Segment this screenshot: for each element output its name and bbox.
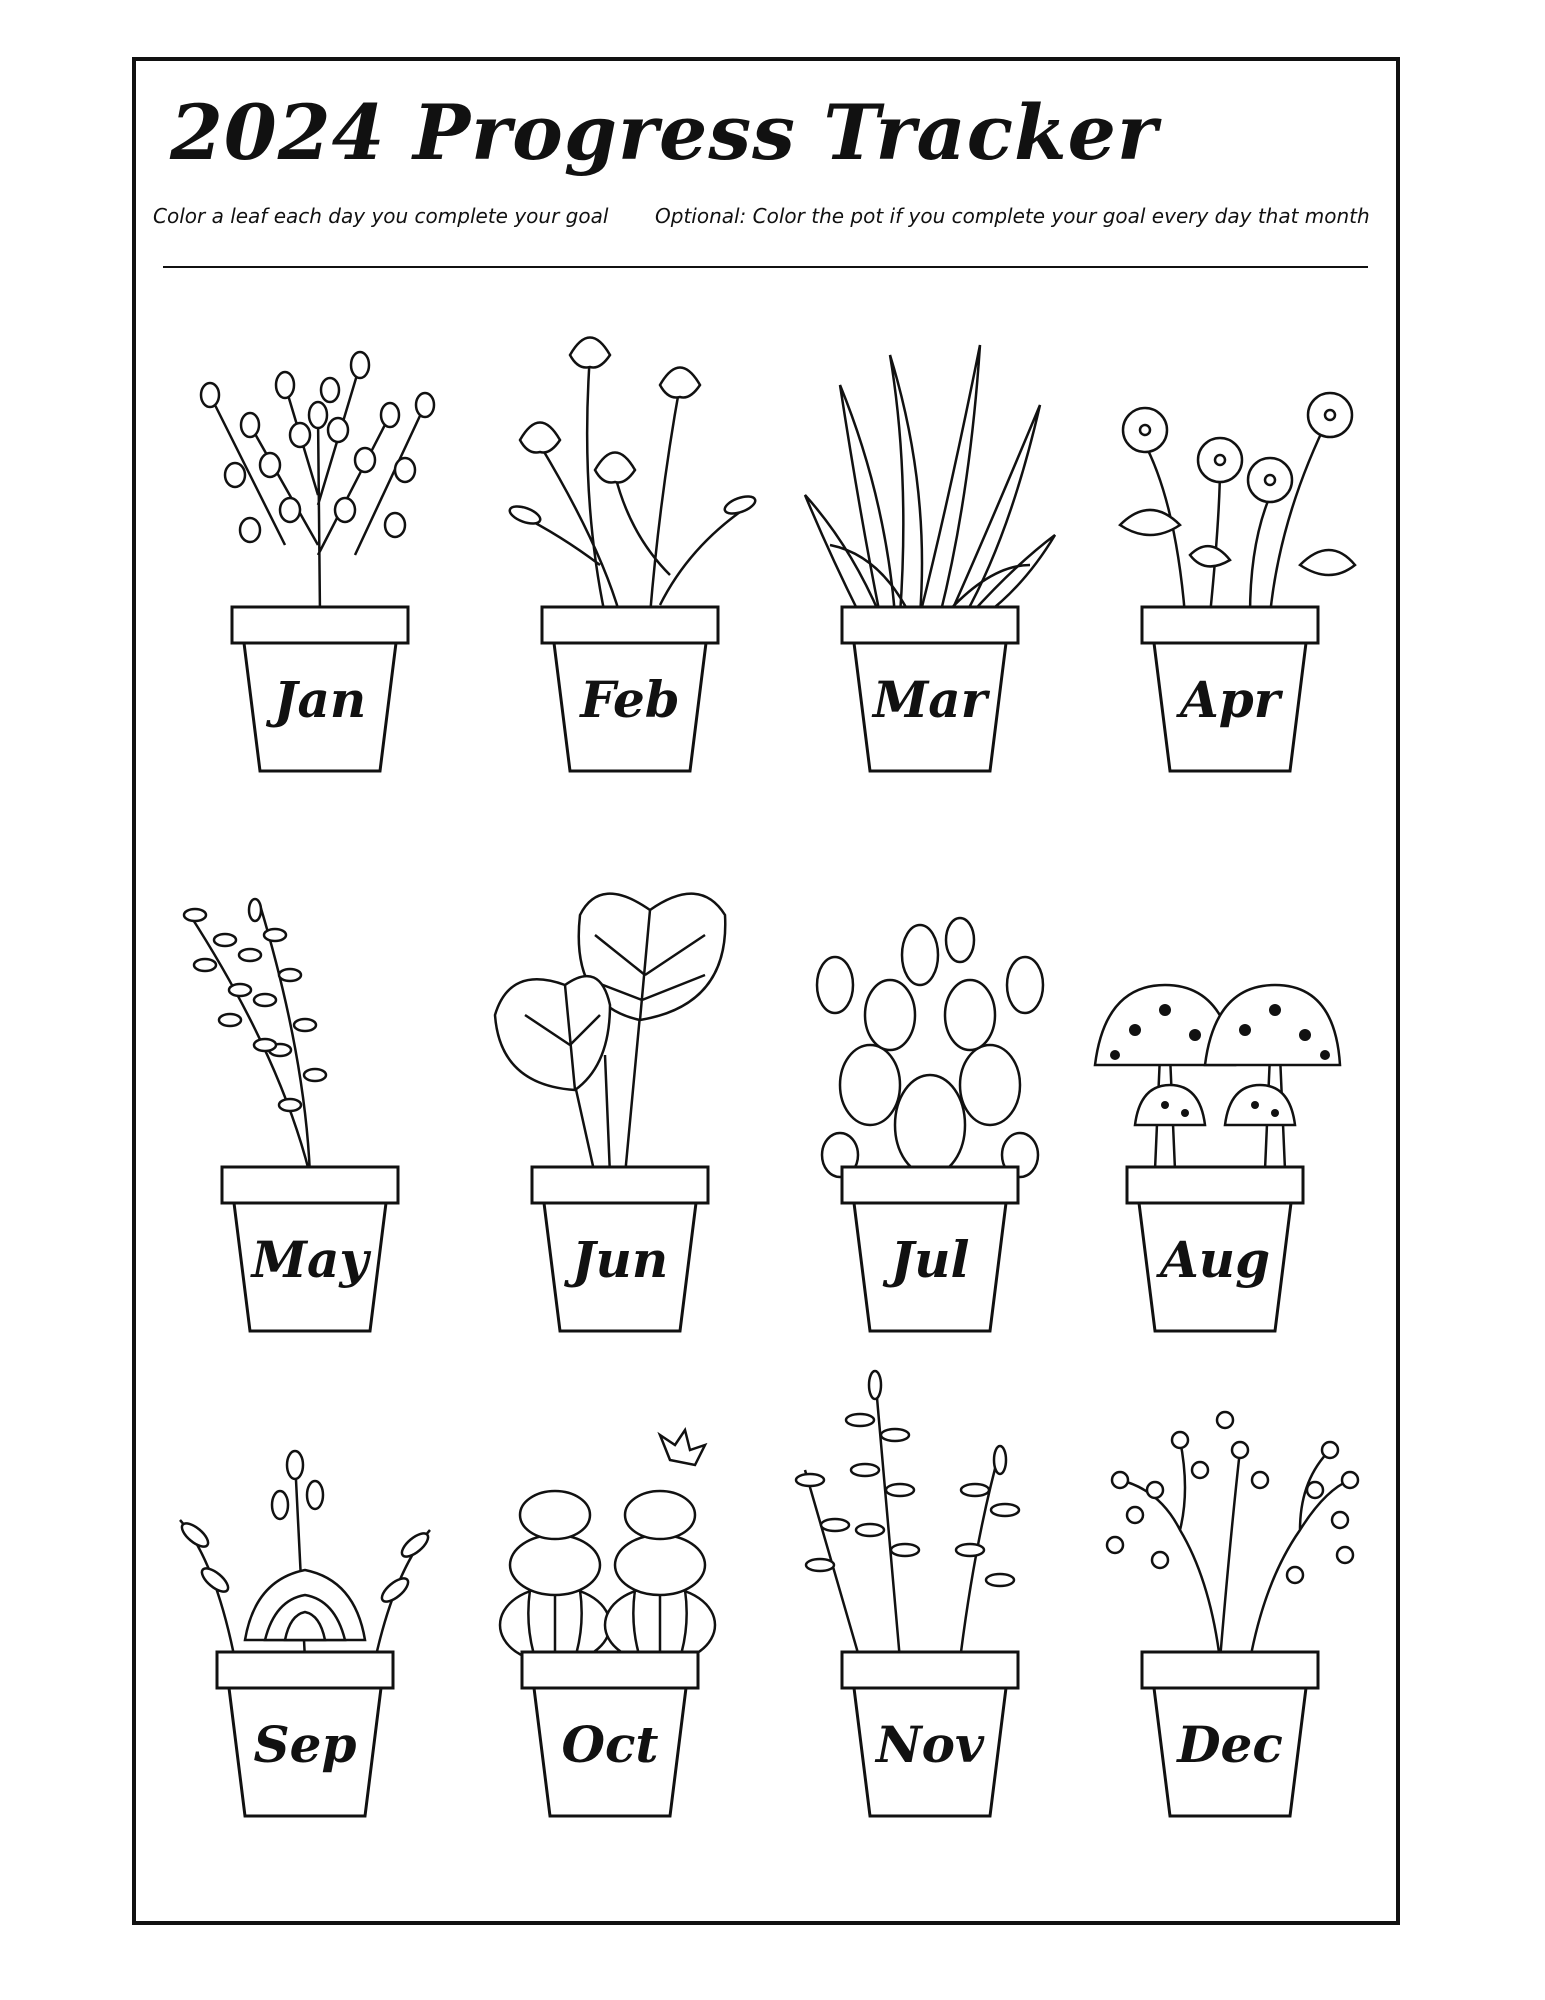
month-cell-may [180, 855, 440, 1335]
month-label: Nov [875, 1715, 985, 1774]
month-cell-aug [1085, 855, 1345, 1335]
month-cell-jun [490, 855, 750, 1335]
month-label: Dec [1177, 1715, 1283, 1774]
instruction-leaf: Color a leaf each day you complete your goal [153, 204, 609, 228]
month-label: Jun [571, 1230, 669, 1289]
month-cell-dec [1100, 1340, 1360, 1820]
month-cell-jul [800, 855, 1060, 1335]
month-label: Jul [890, 1230, 970, 1289]
aloe-plant-illustration [800, 295, 1060, 625]
month-cell-oct [480, 1340, 740, 1820]
month-label: Apr [1179, 670, 1281, 729]
month-label: Aug [1159, 1230, 1271, 1289]
pumpkin-stack-illustration [480, 1340, 740, 1670]
instruction-pot: Optional: Color the pot if you complete your goal every day that month [655, 204, 1370, 228]
eucalyptus-plant-illustration [190, 295, 450, 625]
month-label: Jan [273, 670, 367, 729]
mushroom-plant-illustration [1085, 855, 1345, 1185]
month-label: Feb [580, 670, 680, 729]
succulent-plant-illustration [175, 1340, 435, 1670]
page-title: 2024 Progress Tracker [170, 88, 1159, 177]
month-cell-jan [190, 295, 450, 775]
cactus-plant-illustration [800, 855, 1060, 1185]
pansy-plant-illustration [1100, 295, 1360, 625]
month-label: May [251, 1230, 369, 1289]
month-label: Sep [253, 1715, 357, 1774]
month-cell-mar [800, 295, 1060, 775]
vine-plant-illustration [180, 855, 440, 1185]
leafy-stems-illustration [800, 1340, 1060, 1670]
month-cell-apr [1100, 295, 1360, 775]
month-cell-sep [175, 1340, 435, 1820]
month-label: Oct [561, 1715, 659, 1774]
month-cell-nov [800, 1340, 1060, 1820]
divider-line [163, 266, 1368, 268]
month-cell-feb [500, 295, 760, 775]
month-label: Mar [872, 670, 988, 729]
anthurium-plant-illustration [490, 855, 750, 1185]
poppy-plant-illustration [500, 295, 760, 625]
berry-branch-illustration [1100, 1340, 1360, 1670]
